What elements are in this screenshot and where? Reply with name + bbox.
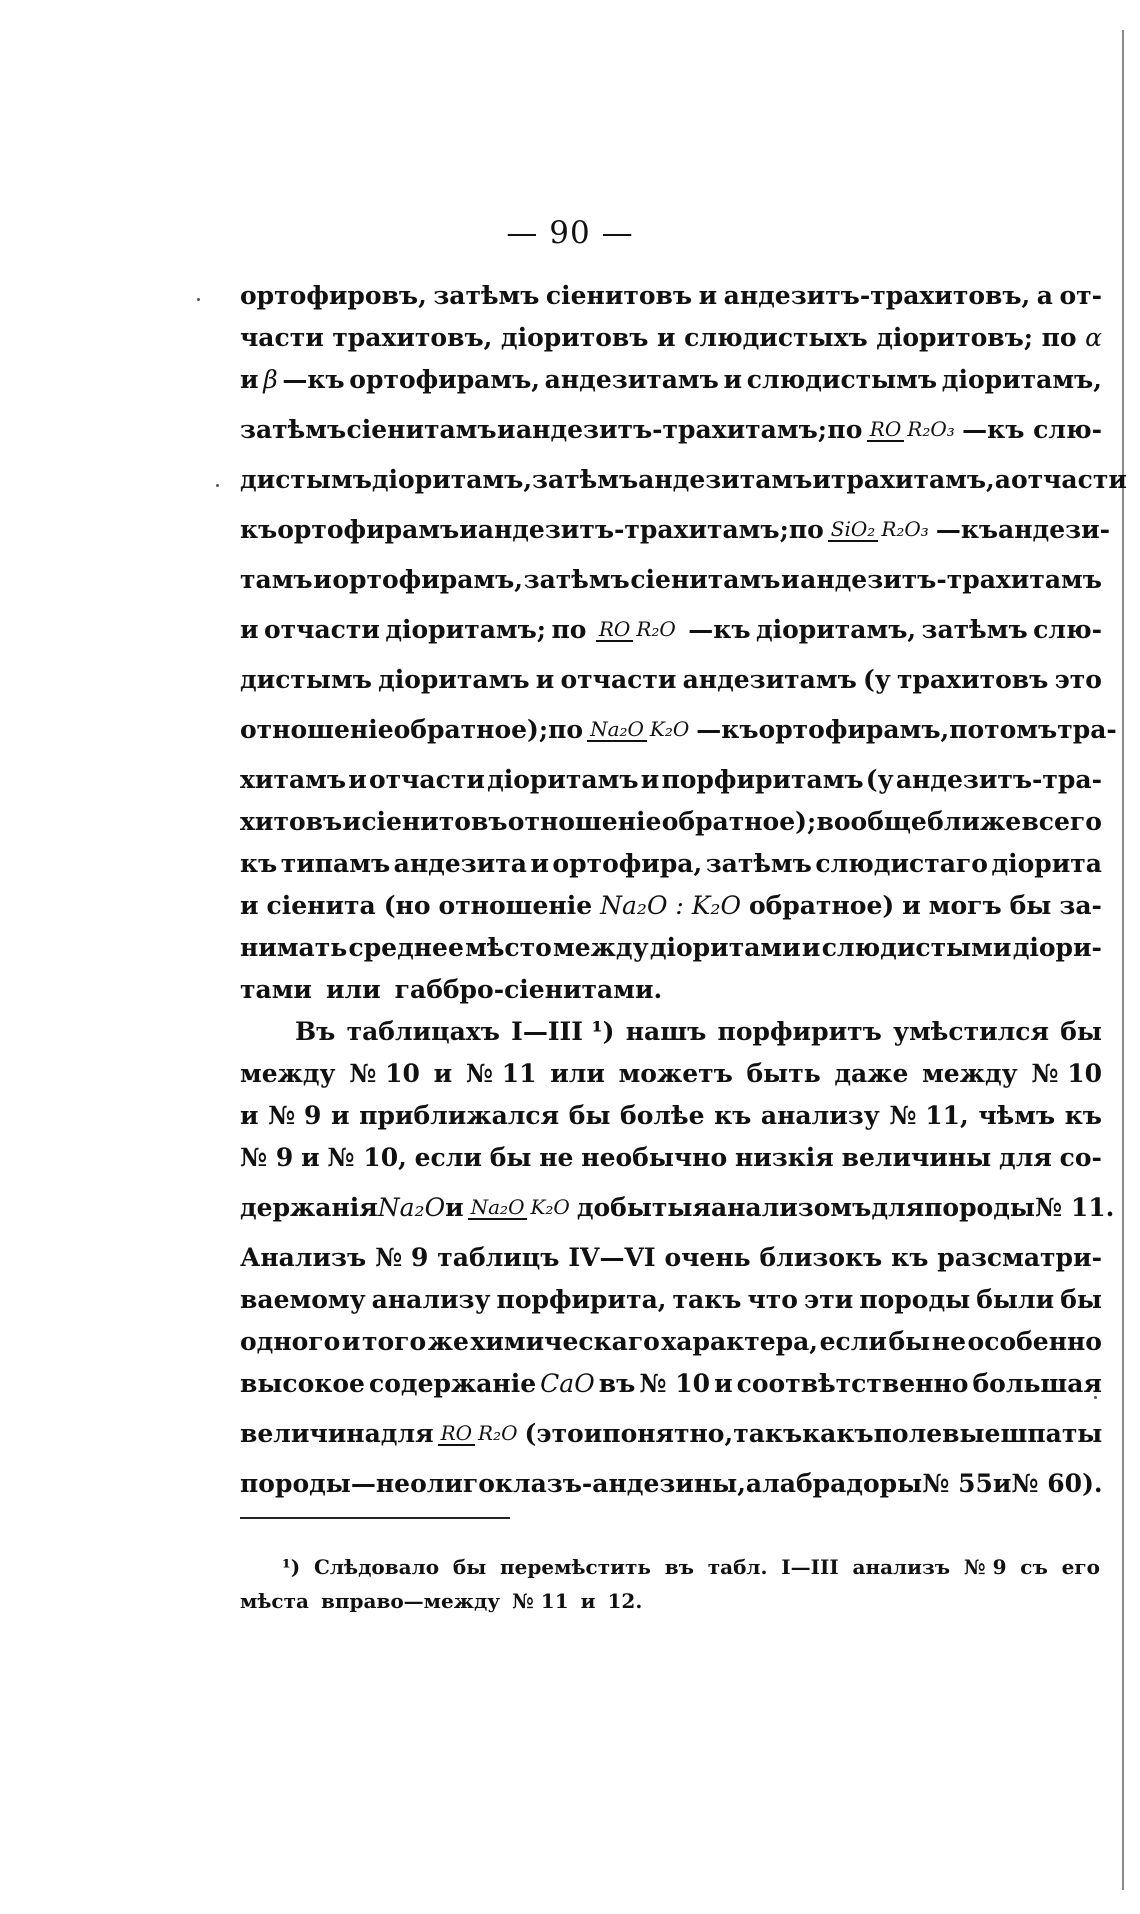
word: нимать: [240, 933, 348, 962]
word: и: [801, 933, 821, 962]
word: вправо—между: [320, 1589, 501, 1613]
word: № 10: [1031, 1059, 1102, 1088]
text-line: [240, 759, 1102, 801]
word: къ: [891, 1243, 929, 1272]
fraction-numerator: RO: [867, 418, 904, 442]
word: одного: [240, 1327, 341, 1356]
word: а: [994, 465, 1011, 494]
word: затѣмъ: [532, 465, 639, 494]
word: сіенитовъ: [361, 807, 508, 836]
word: (это: [524, 1419, 584, 1448]
footnote-line: [240, 1584, 1100, 1618]
word: породы—не: [240, 1469, 411, 1498]
word: затѣмъ: [705, 849, 812, 878]
word: же: [427, 1327, 469, 1356]
word: со-: [1059, 1143, 1102, 1172]
word: —къ: [688, 615, 751, 644]
word: обратное): [748, 891, 895, 920]
word: что: [747, 1285, 798, 1314]
word: для: [871, 1193, 925, 1222]
text-line: [240, 275, 1102, 317]
word: № 9: [240, 1143, 294, 1172]
fraction-na2o-k2o: [468, 1196, 573, 1220]
word: ортофирамъ: [277, 515, 460, 544]
word: отчасти: [263, 615, 380, 644]
word: перемѣстить: [500, 1555, 651, 1579]
word: если: [819, 1327, 887, 1356]
fraction-ro-r2o3: [867, 418, 958, 442]
word: добытыя: [576, 1193, 711, 1222]
word: съ: [1020, 1555, 1048, 1579]
word: чѣмъ: [978, 1101, 1056, 1130]
word: № 9: [375, 1243, 429, 1272]
word: между: [922, 1059, 1018, 1088]
word: трахитовъ: [897, 665, 1049, 694]
word: № 10: [639, 1369, 711, 1398]
word: какъ: [802, 1419, 874, 1448]
word: и: [530, 849, 549, 878]
word: —: [935, 515, 961, 544]
text-line: [240, 601, 1102, 659]
fraction-ro-r2o: [596, 618, 679, 642]
word: діоритами: [649, 933, 801, 962]
word: и: [812, 465, 831, 494]
word: быть: [746, 1059, 821, 1088]
word: части: [240, 323, 324, 352]
word: Анализъ: [240, 1243, 367, 1272]
word: и: [780, 565, 800, 594]
word: среднее: [348, 933, 464, 962]
word: въ: [598, 1369, 636, 1398]
word: всего: [1021, 807, 1102, 836]
word: и: [240, 615, 259, 644]
word: величины: [841, 1143, 992, 1172]
word: трахитамъ,: [830, 465, 995, 494]
word: и: [714, 1369, 733, 1398]
word: № 11,: [889, 1101, 969, 1130]
text-line: [240, 1321, 1102, 1363]
word: слюдистыми: [821, 933, 1012, 962]
text-line: [240, 801, 1102, 843]
word: и: [240, 891, 259, 920]
word: по: [1041, 323, 1077, 352]
word: діоритамъ,: [371, 465, 533, 494]
word: между: [553, 933, 649, 962]
word: № 11.: [1034, 1193, 1115, 1222]
word: были: [976, 1285, 1055, 1314]
word: бы: [1060, 1285, 1102, 1314]
word: андезитамъ: [544, 365, 719, 394]
word: бы: [1060, 1017, 1102, 1046]
word: (но: [383, 891, 431, 920]
word: разсматри-: [937, 1243, 1102, 1272]
word: и: [580, 1589, 596, 1613]
page-edge-line: [1122, 30, 1124, 1890]
word: къ: [240, 515, 278, 544]
fraction-denominator: R₂O: [478, 1421, 518, 1445]
word: отчасти: [368, 765, 485, 794]
word: слюдистаго: [815, 849, 988, 878]
word: и: [497, 415, 516, 444]
word: анализу: [371, 1285, 491, 1314]
text-line: [240, 659, 1102, 701]
fraction-numerator: RO: [438, 1422, 475, 1446]
word: химическаго: [470, 1327, 660, 1356]
word: и: [342, 807, 362, 836]
text-line: [240, 1363, 1102, 1405]
word: и: [313, 565, 332, 594]
word: тра-: [1057, 715, 1117, 744]
word: андезитамъ: [682, 665, 857, 694]
fraction-numerator: RO: [596, 618, 633, 642]
word: и: [698, 281, 718, 310]
word: затѣмъ: [523, 565, 630, 594]
word: такъ: [733, 1419, 803, 1448]
word: Въ: [295, 1017, 336, 1046]
fraction-denominator: K₂O: [649, 717, 690, 741]
word: бы: [1009, 891, 1052, 920]
word: къ: [240, 849, 278, 878]
word: 12.: [607, 1589, 643, 1613]
word: діоритамъ: [378, 665, 530, 694]
word: затѣмъ: [240, 415, 347, 444]
word: очень: [664, 1243, 751, 1272]
word: можетъ: [618, 1059, 733, 1088]
text-line: [240, 559, 1102, 601]
word: того: [361, 1327, 427, 1356]
word: ваемому: [240, 1285, 366, 1314]
text-line: [240, 701, 1117, 759]
word: отчасти: [560, 665, 677, 694]
word: діоритамъ: [487, 765, 639, 794]
word: табл.: [707, 1555, 768, 1579]
word: анализомъ: [710, 1193, 872, 1222]
word: трахитовъ,: [332, 323, 493, 352]
word: и: [341, 1327, 361, 1356]
word: и: [583, 1419, 603, 1448]
word: шпаты: [1000, 1419, 1103, 1448]
page-number: — 90 —: [506, 215, 634, 251]
word: андезитамъ: [638, 465, 813, 494]
word: и: [723, 365, 743, 394]
word: ¹): [282, 1555, 301, 1579]
word: слюдистыхъ: [684, 323, 868, 352]
fraction-sio2-r2o3: [828, 518, 932, 542]
word: за-: [1059, 891, 1102, 920]
fraction-numerator: Na₂O: [468, 1196, 528, 1220]
word: въ: [664, 1555, 694, 1579]
word: а: [1036, 281, 1053, 310]
word: діоритамъ,: [941, 365, 1102, 394]
word: діоритамъ,: [755, 615, 917, 644]
fraction-denominator: R₂O: [636, 617, 676, 641]
word: I—III: [781, 1555, 839, 1579]
word: № 10,: [327, 1143, 407, 1172]
word: болѣе: [620, 1101, 705, 1130]
footnote-divider: [240, 1517, 510, 1519]
word: α: [1085, 323, 1102, 352]
word: по: [788, 515, 824, 544]
word: если: [414, 1143, 482, 1172]
word: таблицахъ: [346, 1017, 500, 1046]
word: № 11: [512, 1589, 569, 1613]
word: обратное);: [393, 715, 549, 744]
text-line: [240, 1095, 1102, 1137]
scan-speck: [216, 484, 219, 487]
word: андезитъ-трахитамъ;: [477, 515, 789, 544]
text-line: [240, 1405, 1102, 1463]
word: діоритамъ;: [385, 615, 547, 644]
footnote-line: [240, 1550, 1100, 1584]
word: и: [535, 665, 555, 694]
word: дистымъ: [240, 665, 372, 694]
word: анализъ: [852, 1555, 951, 1579]
word: бы: [568, 1101, 611, 1130]
text-line: [240, 1463, 1102, 1505]
word: по: [827, 415, 863, 444]
word: низкія: [734, 1143, 834, 1172]
word: бы: [452, 1555, 487, 1579]
word: типамъ: [280, 849, 391, 878]
word: понятно,: [602, 1419, 734, 1448]
word: от-: [1059, 281, 1102, 310]
word: и: [992, 1469, 1012, 1498]
text-line: [240, 927, 1102, 969]
word: діори-: [1012, 933, 1102, 962]
word: β: [263, 365, 278, 394]
word: олигоклазъ-андезины,: [410, 1469, 746, 1498]
word: ортофирамъ,: [349, 365, 540, 394]
word: хитамъ: [240, 765, 347, 794]
word: полевые: [873, 1419, 1001, 1448]
word: ортофира,: [552, 849, 703, 878]
text-line: [240, 359, 1102, 401]
formula-na2o-k2o: Na₂O : K₂O: [600, 891, 741, 920]
word: близокъ: [759, 1243, 883, 1272]
word: обратное);: [661, 807, 817, 836]
word: ближе: [927, 807, 1022, 836]
word: сіенитамъ: [346, 415, 497, 444]
text-line: [240, 1137, 1102, 1179]
word: порфирита,: [496, 1285, 667, 1314]
word: порфиритъ: [717, 1017, 882, 1046]
word: величина: [240, 1419, 381, 1448]
word: высокое: [240, 1369, 365, 1398]
word: слю-: [1033, 615, 1102, 644]
word: ортофирамъ,: [758, 715, 950, 744]
text-line: [240, 459, 1127, 501]
word: мѣсто: [465, 933, 552, 962]
word: ортофирамъ,: [332, 565, 524, 594]
word: затѣмъ: [921, 615, 1028, 644]
word: —къ: [282, 365, 345, 394]
fraction-denominator: K₂O: [530, 1195, 570, 1219]
word: № 10: [349, 1059, 420, 1088]
word: могъ: [928, 891, 1002, 920]
fraction-denominator: R₂O₃: [881, 517, 929, 541]
fraction-na2o-k2o: [587, 718, 692, 742]
word: № 9: [268, 1101, 322, 1130]
word: отношеніе: [240, 715, 394, 744]
word: мѣста: [240, 1589, 309, 1613]
word: и: [459, 515, 478, 544]
word: потомъ: [949, 715, 1058, 744]
word: къ: [960, 515, 999, 544]
word: приближался: [359, 1101, 560, 1130]
word: дистымъ: [240, 465, 372, 494]
word: I—III ¹): [511, 1017, 615, 1046]
word: эти: [804, 1285, 854, 1314]
word: по: [548, 715, 584, 744]
word: между: [240, 1059, 336, 1088]
text-line: [240, 1053, 1102, 1095]
fraction-ro-r2o: [438, 1422, 521, 1446]
text-line: [240, 1179, 1115, 1237]
formula-na2o: Na₂O: [377, 1193, 446, 1222]
main-text: [240, 275, 1127, 1505]
text-line: [240, 969, 1102, 1011]
word: —къ слю-: [962, 415, 1102, 444]
fraction-numerator: SiO₂: [828, 518, 879, 542]
word: большая: [972, 1369, 1102, 1398]
scan-speck: [197, 298, 200, 301]
word: порфиритамъ: [661, 765, 864, 794]
word: вообще: [816, 807, 927, 836]
word: для: [999, 1143, 1052, 1172]
word: андезитъ-тра-: [895, 765, 1102, 794]
word: андезитъ-трахитамъ;: [515, 415, 827, 444]
word: № 11: [465, 1059, 537, 1088]
word: и: [240, 1101, 259, 1130]
fraction-numerator: Na₂O: [587, 718, 647, 742]
word: сіенита: [266, 891, 376, 920]
word: умѣстился: [893, 1017, 1049, 1046]
word: андезитъ-трахитовъ,: [723, 281, 1031, 310]
word: діоритовъ;: [876, 323, 1034, 352]
word: не: [931, 1327, 966, 1356]
word: (у: [865, 765, 894, 794]
word: сіенитамъ: [630, 565, 781, 594]
word: и: [657, 323, 676, 352]
word: и: [348, 765, 367, 794]
word: бы: [489, 1143, 532, 1172]
word: такъ: [672, 1285, 742, 1314]
word: бы: [888, 1327, 931, 1356]
word: къ: [1064, 1101, 1102, 1130]
word: по: [551, 615, 587, 644]
word: тамъ: [240, 565, 313, 594]
word: ортофировъ,: [240, 281, 427, 310]
text-line: [240, 501, 1110, 559]
word: габбро-сіенитами.: [394, 975, 663, 1004]
text-line: [240, 1279, 1102, 1321]
word: породы: [924, 1193, 1035, 1222]
word: необычно: [581, 1143, 728, 1172]
word: сіенитовъ: [545, 281, 693, 310]
word: слюдистымъ: [746, 365, 938, 394]
fraction-denominator: R₂O₃: [907, 417, 955, 441]
word: андезитъ-трахитамъ: [800, 565, 1102, 594]
text-line: [240, 1011, 1102, 1053]
text-line: [240, 401, 1102, 459]
word: діорита: [991, 849, 1102, 878]
word: особенно: [967, 1327, 1102, 1356]
word: его: [1061, 1555, 1100, 1579]
word: затѣмъ: [433, 281, 540, 310]
text-line: [240, 843, 1102, 885]
word: № 9: [963, 1555, 1007, 1579]
word: или: [325, 975, 381, 1004]
word: IV—VI: [568, 1243, 656, 1272]
word: отношеніе: [438, 891, 593, 920]
word: или: [550, 1059, 605, 1088]
text-line: [240, 1237, 1102, 1279]
word: и: [433, 1059, 453, 1088]
word: и: [301, 1143, 320, 1172]
word: андези-: [998, 515, 1110, 544]
word: не: [539, 1143, 574, 1172]
word: лабрадоры: [762, 1469, 923, 1498]
word: (у: [862, 665, 891, 694]
word: и: [640, 765, 660, 794]
word: таблицъ: [437, 1243, 560, 1272]
word: отношеніе: [507, 807, 662, 836]
word: № 55: [922, 1469, 993, 1498]
word: породы: [859, 1285, 971, 1314]
word: это: [1054, 665, 1102, 694]
word: андезита: [393, 849, 527, 878]
footnote: [240, 1550, 1100, 1618]
text-line: [240, 885, 1102, 927]
word: —къ: [696, 715, 759, 744]
word: къ: [714, 1101, 752, 1130]
word: и: [331, 1101, 350, 1130]
formula-cao: CaO: [540, 1369, 595, 1398]
word: держанія: [240, 1193, 378, 1222]
word: даже: [834, 1059, 909, 1088]
word: и: [902, 891, 921, 920]
word: и: [240, 365, 259, 394]
word: нашъ: [625, 1017, 707, 1046]
word: № 60).: [1011, 1469, 1103, 1498]
word: Слѣдовало: [314, 1555, 440, 1579]
word: для: [380, 1419, 434, 1448]
word: а: [745, 1469, 763, 1498]
word: діоритовъ: [500, 323, 649, 352]
word: хитовъ: [240, 807, 343, 836]
word: тами: [240, 975, 312, 1004]
word: характера,: [661, 1327, 819, 1356]
word: содержаніе: [369, 1369, 537, 1398]
word: соотвѣтственно: [736, 1369, 969, 1398]
text-line: [240, 317, 1102, 359]
word: и: [445, 1193, 464, 1222]
word: анализу: [760, 1101, 880, 1130]
word: отчасти: [1010, 465, 1127, 494]
